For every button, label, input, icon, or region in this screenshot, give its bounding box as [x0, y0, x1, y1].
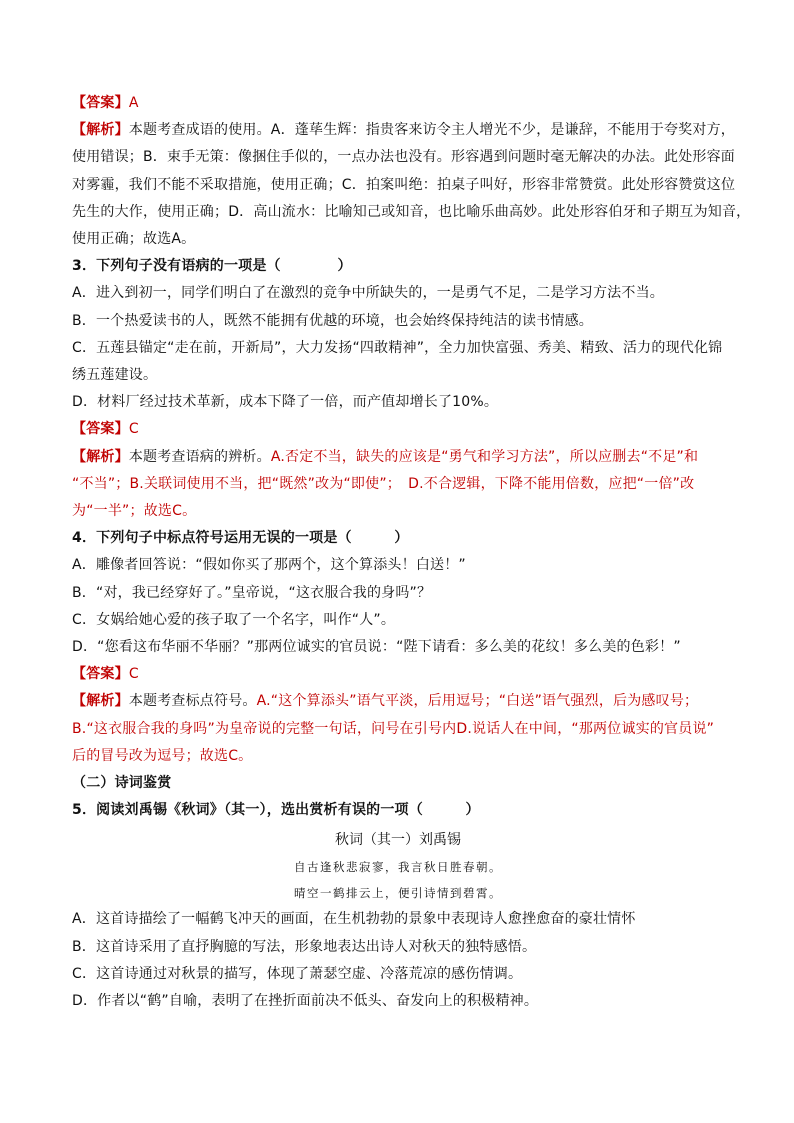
- analysis-line: 后的冒号改为逗号；故选C。: [72, 747, 253, 764]
- question-3-stem: 3．下列句子没有语病的一项是（ ）: [72, 258, 352, 275]
- question-3-option-a: A．进入到初一，同学们明白了在激烈的竞争中所缺失的，一是勇气不足，二是学习方法不当。: [72, 285, 664, 302]
- analysis-tag: 【解析】: [72, 693, 129, 710]
- question-4-option-c: C．女娲给她心爱的孩子取了一个名字，叫作“人”。: [72, 611, 396, 628]
- analysis-line: 使用错误；B．束手无策：像捆住手似的，一点办法也没有。形容遇到问题时毫无解决的办法。此处形容面: [72, 149, 736, 166]
- question-4-option-a: A．雕像者回答说：“假如你买了那两个，这个算添头！白送！”: [72, 557, 466, 574]
- analysis-highlight: A.否定不当，缺失的应该是“勇气和学习方法”，所以应删去“不足”和: [270, 448, 699, 465]
- analysis-tag: 【解析】: [72, 122, 129, 139]
- question-5-option-b: B．这首诗采用了直抒胸臆的写法，形象地表达出诗人对秋天的独特感悟。: [72, 938, 537, 955]
- answer-tag: 【答案】: [72, 421, 129, 438]
- answer-value: C: [128, 421, 139, 438]
- analysis-highlight: A.“这个算添头”语气平淡，后用逗号；“白送”语气强烈，后为感叹号；: [256, 693, 699, 710]
- answer-line: [72, 416, 724, 443]
- answer-value: A: [128, 95, 139, 111]
- question-3-option-c: C．五莲县锚定“走在前，开新局”，大力发扬“四敢精神”，全力加快富强、秀美、精致、活力的现代化锦: [72, 339, 723, 356]
- question-5-option-c: C．这首诗通过对秋景的描写，体现了萧瑟空虚、冷落荒凉的感伤情调。: [72, 965, 523, 982]
- question-5-option-a: A．这首诗描绘了一幅鹤飞冲天的画面，在生机勃勃的景象中表现诗人愈挫愈奋的豪壮情怀: [72, 911, 636, 928]
- analysis-line: [72, 688, 724, 715]
- analysis-line: 为“一半”；故选C。: [72, 503, 197, 520]
- analysis-text: 本题考查标点符号。: [128, 693, 257, 710]
- question-4-stem: 4．下列句子中标点符号运用无误的一项是（ ）: [72, 530, 409, 547]
- analysis-line: 对雾霾，我们不能不采取措施，使用正确；C．拍案叫绝：拍桌子叫好，形容非常赞赏。此处形容赞赏这位: [72, 176, 736, 193]
- analysis-line: [72, 444, 724, 471]
- analysis-line: B.“这衣服合我的身吗”为皇帝说的完整一句话，问号在引号内D.说话人在中间，“那两位诚实的官员说”: [72, 720, 715, 737]
- document-page: [72, 90, 751, 1015]
- question-3-option-b: B．一个热爱读书的人，既然不能拥有优越的环境，也会始终保持纯洁的读书情感。: [72, 312, 594, 329]
- analysis-line: “不当”；B.关联词使用不当，把“既然”改为“即使”； D.不合逻辑，下降不能用倍数，应把“一倍”改: [72, 475, 695, 492]
- poem-title: 秋词（其一）刘禹锡: [335, 832, 461, 849]
- analysis-text: 本题考查成语的使用。A．蓬荜生辉：指贵客来访令主人增光不少，是谦辞，不能用于夸奖对方，: [128, 122, 735, 139]
- poem-line: 晴空一鹤排云上，便引诗情到碧霄。: [294, 886, 502, 901]
- answer-tag: 【答案】: [72, 666, 129, 683]
- question-4-option-d: D．“您看这布华丽不华丽？”那两位诚实的官员说：“陛下请看：多么美的花纹！多么美的色彩！”: [72, 639, 681, 656]
- analysis-tag: 【解析】: [72, 448, 129, 465]
- analysis-line: [72, 117, 735, 144]
- answer-line: [72, 661, 724, 688]
- answer-tag: 【答案】: [72, 95, 129, 111]
- question-3-option-c-cont: 绣五莲建设。: [72, 367, 158, 384]
- question-4-option-b: B．“对，我已经穿好了。”皇帝说，“这衣服合我的身吗”？: [72, 584, 432, 601]
- question-3-option-d: D．材料厂经过技术革新，成本下降了一倍，而产值却增长了10%。: [72, 394, 499, 411]
- answer-value: C: [128, 666, 139, 683]
- analysis-line: 先生的大作，使用正确；D．高山流水：比喻知己或知音，也比喻乐曲高妙。此处形容伯牙和子期互为知音，: [72, 203, 751, 220]
- section-heading: （二）诗词鉴赏: [72, 775, 172, 792]
- answer-line: [72, 90, 724, 117]
- analysis-text: 本题考查语病的辨析。: [128, 448, 271, 465]
- question-5-stem: 5．阅读刘禹锡《秋词》（其一），选出赏析有误的一项（ ）: [72, 802, 480, 819]
- question-5-option-d: D．作者以“鹤”自喻，表明了在挫折面前决不低头、奋发向上的积极精神。: [72, 993, 539, 1010]
- poem-line: 自古逢秋悲寂寥，我言秋日胜春朝。: [294, 860, 502, 875]
- analysis-line: 使用正确；故选A。: [72, 231, 196, 248]
